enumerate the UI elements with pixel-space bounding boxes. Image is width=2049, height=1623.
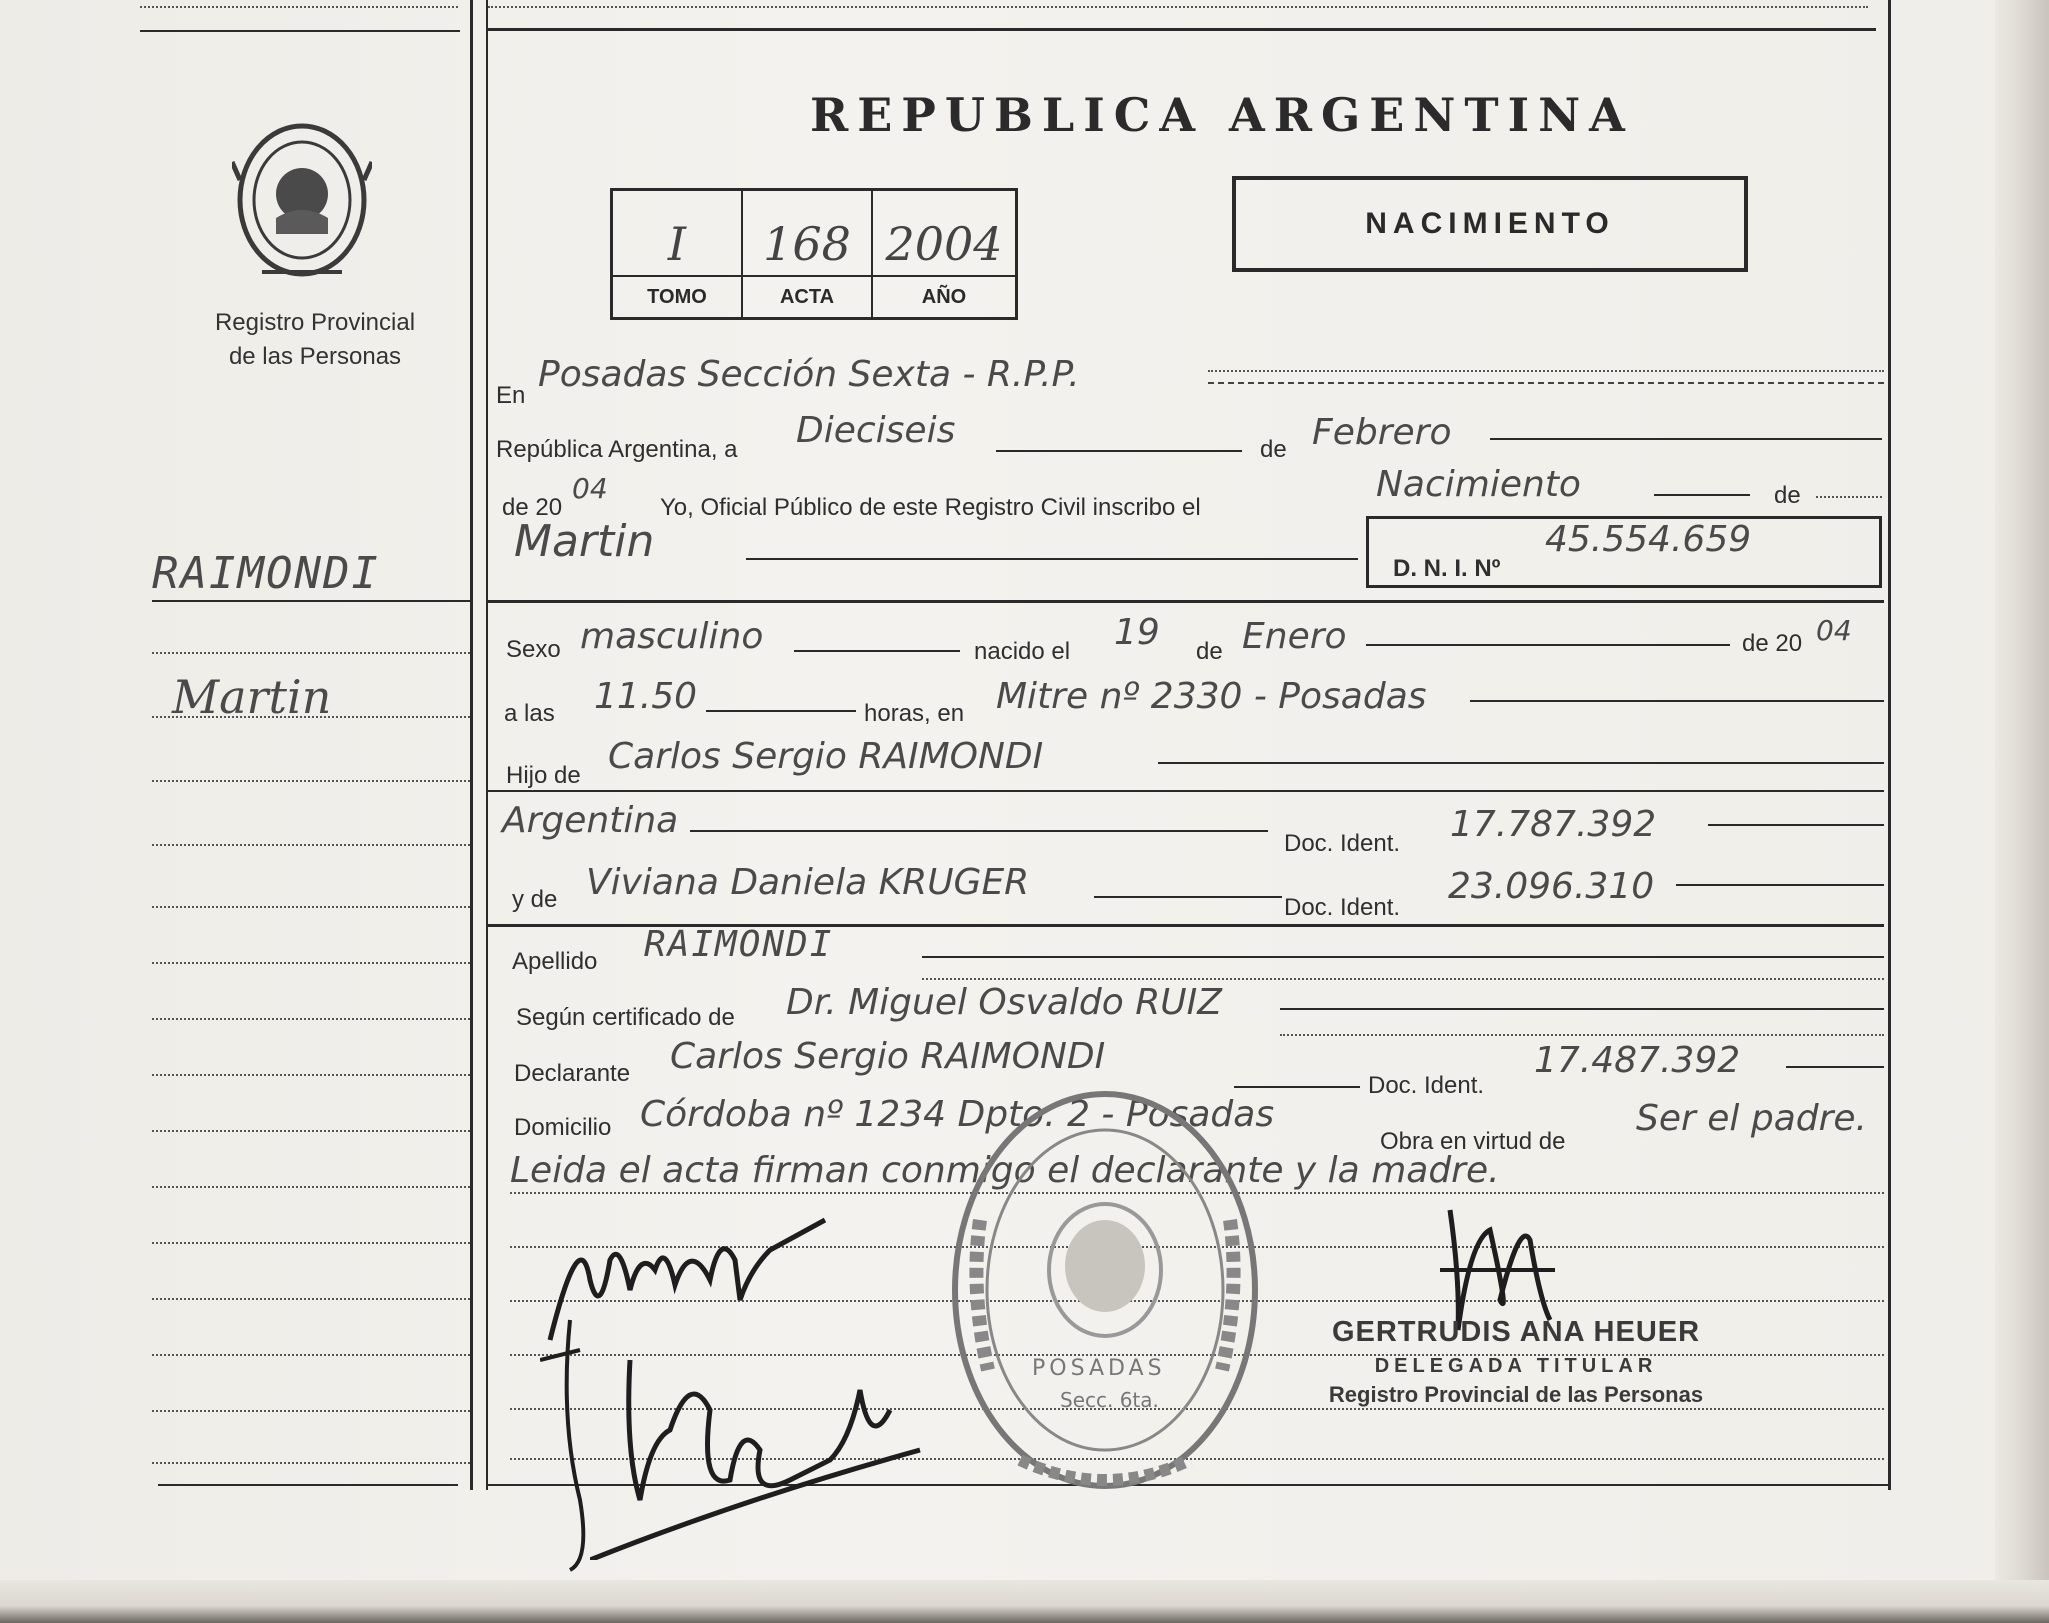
row4-line: [746, 558, 1358, 560]
tomo-label: TOMO: [613, 275, 741, 317]
segun-label: Según certificado de: [516, 1004, 735, 1031]
row7-rule: [486, 790, 1884, 792]
birth-year-suffix-value: 04: [1816, 614, 1852, 647]
row11-line: [1280, 1008, 1884, 1010]
row1-line: [1208, 382, 1884, 384]
mother-doc-value: 23.096.310: [1448, 866, 1655, 907]
year-prefix-label: de 20: [502, 494, 563, 521]
row8-line-b: [1708, 824, 1884, 826]
registry-reference-table: [610, 188, 1018, 320]
acta-label: ACTA: [743, 275, 871, 317]
mother-signature: [590, 1330, 930, 1560]
father-doc-value: 17.787.392: [1450, 804, 1657, 845]
ano-label: AÑO: [873, 275, 1015, 317]
act-value: Nacimiento: [1376, 464, 1581, 505]
row5-line-a: [794, 650, 960, 652]
horas-label: horas, en: [864, 700, 965, 727]
tomo-value: I: [667, 217, 687, 271]
official-registry: Registro Provincial de las Personas: [1328, 1382, 1704, 1407]
acta-cell: [743, 191, 873, 317]
declarant-value: Carlos Sergio RAIMONDI: [670, 1036, 1106, 1077]
page-edge-shadow: [1995, 0, 2049, 1623]
margin-surname: RAIMONDI: [152, 548, 380, 599]
ano-value: 2004: [885, 217, 1003, 271]
page-bottom-shadow: [0, 1580, 2049, 1623]
official-role: DELEGADA TITULAR: [1374, 1355, 1658, 1377]
margin-name: Martin: [172, 670, 332, 724]
de-label: de: [1260, 436, 1287, 463]
record-type-box: NACIMIENTO: [1232, 176, 1748, 272]
obra-value: Ser el padre.: [1636, 1098, 1867, 1139]
row7-line: [1158, 762, 1884, 764]
de-label-3: de: [1196, 638, 1223, 665]
official-stamp-icon: [940, 1080, 1270, 1500]
row6-line-a: [706, 710, 856, 712]
place-value: Posadas Sección Sexta - R.P.P.: [538, 354, 1080, 395]
dni-label: D. N. I. Nº: [1393, 555, 1501, 582]
closing-text: Leida el acta firman conmigo el declarante y la madre.: [510, 1150, 1500, 1191]
doc-ident-label-1: Doc. Ident.: [1284, 830, 1401, 857]
en-label: En: [496, 382, 526, 409]
address-value: Córdoba nº 1234 Dpto. 2 - Posadas: [640, 1094, 1275, 1135]
row10-line: [922, 956, 1884, 958]
a-las-label: a las: [504, 700, 555, 727]
birth-time-value: 11.50: [594, 676, 698, 717]
obra-label: Obra en virtud de: [1380, 1128, 1566, 1155]
row2-line-a: [996, 450, 1242, 452]
day-value: Dieciseis: [796, 410, 956, 451]
margin-surname-rule: [152, 600, 470, 602]
declarante-label: Declarante: [514, 1060, 631, 1087]
registry-line-1: Registro Provincial: [214, 309, 416, 336]
doc-ident-label-2: Doc. Ident.: [1284, 894, 1401, 921]
row11-dotline: [1280, 1034, 1884, 1036]
row10-dotline: [922, 978, 1884, 980]
birth-place-value: Mitre nº 2330 - Posadas: [996, 676, 1427, 717]
nacido-label: nacido el: [974, 638, 1071, 665]
document-title: REPUBLICA ARGENTINA: [810, 88, 1634, 142]
right-border: [1888, 0, 1891, 1490]
row9-line-b: [1676, 884, 1884, 886]
official-name: GERTRUDIS ANA HEUER: [1331, 1316, 1701, 1348]
republica-label: República Argentina, a: [496, 436, 738, 463]
declarant-doc-value: 17.487.392: [1534, 1040, 1741, 1081]
row12-line-b: [1786, 1066, 1884, 1068]
domicilio-label: Domicilio: [514, 1114, 612, 1141]
surname-value: RAIMONDI: [644, 924, 834, 965]
hijo-label: Hijo de: [506, 762, 581, 789]
row3-line: [1654, 494, 1750, 496]
row9-line-a: [1094, 896, 1282, 898]
tomo-cell: [613, 191, 743, 317]
row6-line-b: [1470, 700, 1884, 702]
registry-line-2: de las Personas: [228, 343, 402, 370]
y-de-label: y de: [512, 886, 558, 913]
column-divider-right: [486, 0, 488, 1490]
doctor-value: Dr. Miguel Osvaldo RUIZ: [786, 982, 1222, 1023]
birth-month-value: Enero: [1242, 616, 1347, 657]
father-nationality-value: Argentina: [502, 800, 679, 841]
top-rule-right: [486, 28, 1876, 31]
child-name-value: Martin: [514, 516, 655, 567]
bottom-rule-left: [158, 1484, 458, 1486]
birth-day-value: 19: [1114, 612, 1160, 653]
father-name-value: Carlos Sergio RAIMONDI: [608, 736, 1044, 777]
birth-year-prefix-label: de 20: [1742, 630, 1803, 657]
row3-dotline: [1816, 496, 1882, 498]
row8-line-a: [690, 830, 1268, 832]
doc-ident-label-3: Doc. Ident.: [1368, 1072, 1485, 1099]
acta-value: 168: [763, 217, 851, 271]
mother-name-value: Viviana Daniela KRUGER: [586, 862, 1030, 903]
ano-cell: [873, 191, 1015, 317]
section-rule-1: [486, 600, 1884, 603]
official-block: [1316, 1316, 1716, 1408]
stamp-city: POSADAS: [1032, 1356, 1166, 1381]
row1-dotline: [1208, 370, 1884, 372]
sex-value: masculino: [580, 616, 764, 657]
column-divider-left: [470, 0, 473, 1490]
stamp-section: Secc. 6ta.: [1060, 1388, 1159, 1412]
top-dotted-line-left: [140, 6, 458, 8]
apellido-label: Apellido: [512, 948, 598, 975]
dni-value: 45.554.659: [1545, 519, 1752, 560]
sexo-label: Sexo: [506, 636, 561, 663]
registry-heading: [160, 306, 470, 374]
top-dotted-line-right: [488, 6, 1868, 8]
year-suffix-value: 04: [572, 472, 608, 505]
dni-box: [1366, 516, 1882, 588]
province-seal-icon: [232, 122, 372, 282]
oficial-text: Yo, Oficial Público de este Registro Civil inscribo el: [660, 494, 1201, 521]
top-rule-left: [140, 30, 460, 32]
row5-line-b: [1366, 644, 1730, 646]
month-value: Febrero: [1312, 412, 1452, 453]
row2-line-b: [1490, 438, 1882, 440]
de-label-2: de: [1774, 482, 1801, 509]
